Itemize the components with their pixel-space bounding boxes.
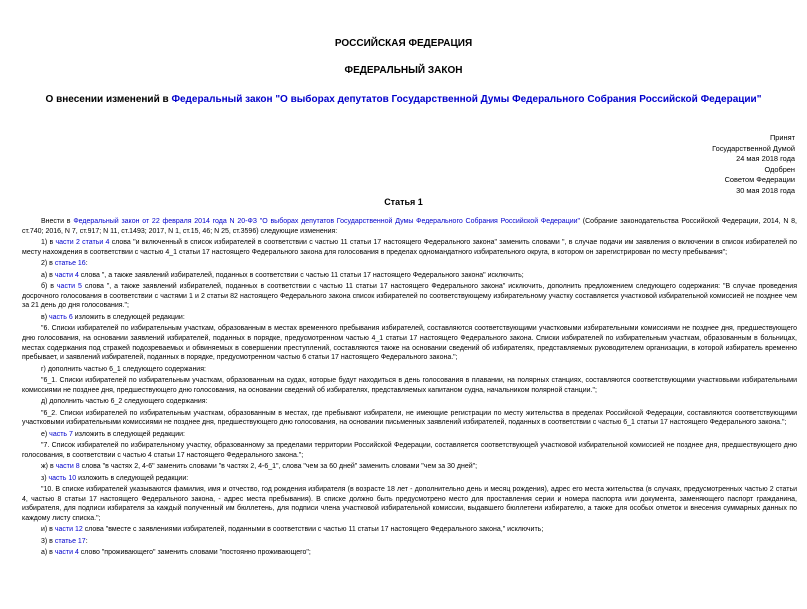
link-part-4[interactable]: части 4 [54,271,79,279]
paragraph-item-1: 1) в части 2 статьи 4 слова "и включенный в список избирателей в соответствии с частью 11 статьи 17 настоящего Федерального закона" заменить словами ", в случае подачи им заявления о включении в список избирателей по месту нахождения в соответствии с частью 4_1 статьи 17 настоящего Федерального закона для голосования в пределах одномандатного избирательного округа, в котором он зарегистрирован по месту пребывания"; [22,239,797,256]
paragraph-intro: Внести в Федеральный закон от 22 февраля 2014 года N 20-ФЗ "О выборах депутатов Государственной Думы Федерального Собрания Российской Федерации" (Собрание законодательства Российской Федерации, 2014, N 8, ст.740; 2016, N 7, ст.917; N 11, ст.1493; 2017, N 1, ст.15, 46; N 25, ст.3596) следующие изменения: [22,218,798,235]
paragraph-item-2zh: ж) в части 8 слова "в частях 2, 4-6" заменить словами "в частях 2, 4-6_1", слова "чем за 60 дней" заменить словами "чем за 30 дней"; [41,463,478,471]
link-part-10[interactable]: часть 10 [48,474,77,482]
paragraph-item-2e: е) часть 7 изложить в следующей редакции: [41,430,185,438]
article-body [22,217,797,560]
document-title [10,94,797,105]
link-part-5[interactable]: части 5 [56,282,82,290]
paragraph-item-2: 2) в статье 16: [41,260,88,268]
paragraph-item-2a: а) в части 4 слова ", а также заявлений избирателей, поданных в соответствии с частью 11 статьи 17 настоящего Федерального закона" исключить; [41,271,524,279]
paragraph-quote-part-7: "7. Список избирателей по избирательному участку, образованному за пределами территории Российской Федерации, составляется соответствующей участковой избирательной комиссией не позднее дня, предшествующего дню голосования, в соответствии с частью 4 статьи 17 настоящего Федерального закона."; [22,442,797,459]
document-country-heading: РОССИЙСКАЯ ФЕДЕРАЦИЯ [334,38,473,49]
link-part-12[interactable]: части 12 [54,526,83,534]
link-part-8[interactable]: части 8 [55,463,80,471]
link-part-4-article-17[interactable]: части 4 [54,549,79,557]
paragraph-item-2z: з) часть 10 изложить в следующей редакции: [41,474,189,482]
approval-line-council-date: 30 мая 2018 года [736,185,795,195]
link-part-6[interactable]: часть 6 [49,313,73,321]
paragraph-quote-part-6-1: "6_1. Списки избирателей по избирательным участкам, образованным на судах, которые будут находиться в день голосования в плавании, на полярных станциях, составляются соответствующими участковыми избирательными комиссиями не позднее дня, предшествующего дню голосования, на основании сведений об избирателях, представляемых капитаном судна, начальником полярной станции."; [22,377,797,394]
approval-line-adopted: Принят [769,133,795,142]
title-prefix: О внесении изменений в [45,94,172,105]
approval-line-duma-date: 24 мая 2018 года [736,154,795,164]
paragraph-item-2b: б) в части 5 слова ", а также заявлений избирателей, поданных в соответствии с частью 11 статьи 17 настоящего Федерального закона" исключить, дополнить предложением следующего содержания: "В случае проведения досрочного голосования в соответствии с частями 1 и 2 статьи 82 настоящего Федерального закона список избирателей по соответствующему избирательному участку составляется участковой избирательной комиссией не позднее чем за 21 день до дня голосования."; [22,282,798,310]
link-part-2-article-4[interactable]: части 2 статьи 4 [55,239,110,247]
document-page [0,38,807,609]
approval-line-council: Советом Федерации [724,175,795,185]
title-law-link[interactable]: Федеральный закон "О выборах депутатов Государственной Думы Федерального Собрания Российской Федерации" [171,94,762,105]
link-part-7[interactable]: часть 7 [49,430,73,438]
approval-line-approved: Одобрен [764,164,795,174]
paragraph-item-3a: а) в части 4 слово "проживающего" заменить словами "постоянно проживающего"; [41,549,311,557]
paragraph-quote-part-6-2: "6_2. Списки избирателей по избирательным участкам, образованным в местах, где пребывают избиратели, не имеющие регистрации по месту жительства в пределах Российской Федерации, составляются соответствующими участковыми избирательными комиссиями не позднее дня, предшествующего дню голосования, на основании письменных заявлений избирателей, поданных в соответствии с частью 6_1 статьи 17 настоящего Федерального закона."; [22,409,797,427]
paragraph-item-2d: д) дополнить частью 6_2 следующего содержания: [41,398,208,406]
law-link[interactable]: Федеральный закон от 22 февраля 2014 года N 20-ФЗ "О выборах депутатов Государственной Думы Федерального Собрания Российской Федерации" [73,218,581,225]
paragraph-item-2g: г) дополнить частью 6_1 следующего содержания: [41,365,206,373]
paragraph-quote-part-6: "6. Списки избирателей по избирательным участкам, образованным в местах временного пребывания избирателей, составляются соответствующими участковыми избирательными комиссиями не позднее дня, предшествующего дню голосования, на основании заявлений избирателей, поданных в порядке, предусмотренном частью 4_1 статьи 17 настоящего Федерального закона. Списки избирателей по избирательным участкам, образованным в больницах, местах содержания под стражей подозреваемых и обвиняемых в совершении преступлений, составляются также на основании сведений об избирателях, представляемых руководителем организации, в которой избиратель временно пребывает, и заявлений избирателей, поданных в порядке, предусмотренном частью 6 статьи 17 настоящего Федерального закона."; [22,325,797,362]
paragraph-quote-part-10: "10. В списке избирателей указываются фамилия, имя и отчество, год рождения избирателя (в возрасте 18 лет - дополнительно день и месяц рождения), адрес его места жительства (в случаях, предусмотренных частью 2 статьи 4, частью 8 статьи 17 настоящего Федерального закона, - адрес места пребывания). В списке должно быть предусмотрено место для проставления серии и номера паспорта или документа, заменяющего паспорт гражданина, избирателя, для подписи избирателя за каждый полученный им бюллетень, для подписи члена участковой избирательной комиссии, выдавшего бюллетени избирателю, а также для особых отметок и внесения суммарных данных по каждому листу списка."; [22,485,797,522]
link-article-16[interactable]: статье 16 [54,260,86,268]
paragraph-item-2i: и) в части 12 слова "вместе с заявлениями избирателей, поданными в соответствии с частью 11 статьи 17 настоящего Федерального закона," исключить; [41,526,544,534]
document-law-type-heading: ФЕДЕРАЛЬНЫЙ ЗАКОН [344,65,463,76]
paragraph-item-3: 3) в статье 17: [41,537,88,545]
paragraph-item-2v: в) часть 6 изложить в следующей редакции: [41,313,185,321]
approval-block [712,133,795,197]
approval-line-duma: Государственной Думой [712,143,795,153]
link-article-17[interactable]: статье 17 [54,537,86,545]
article-heading: Статья 1 [384,197,423,207]
